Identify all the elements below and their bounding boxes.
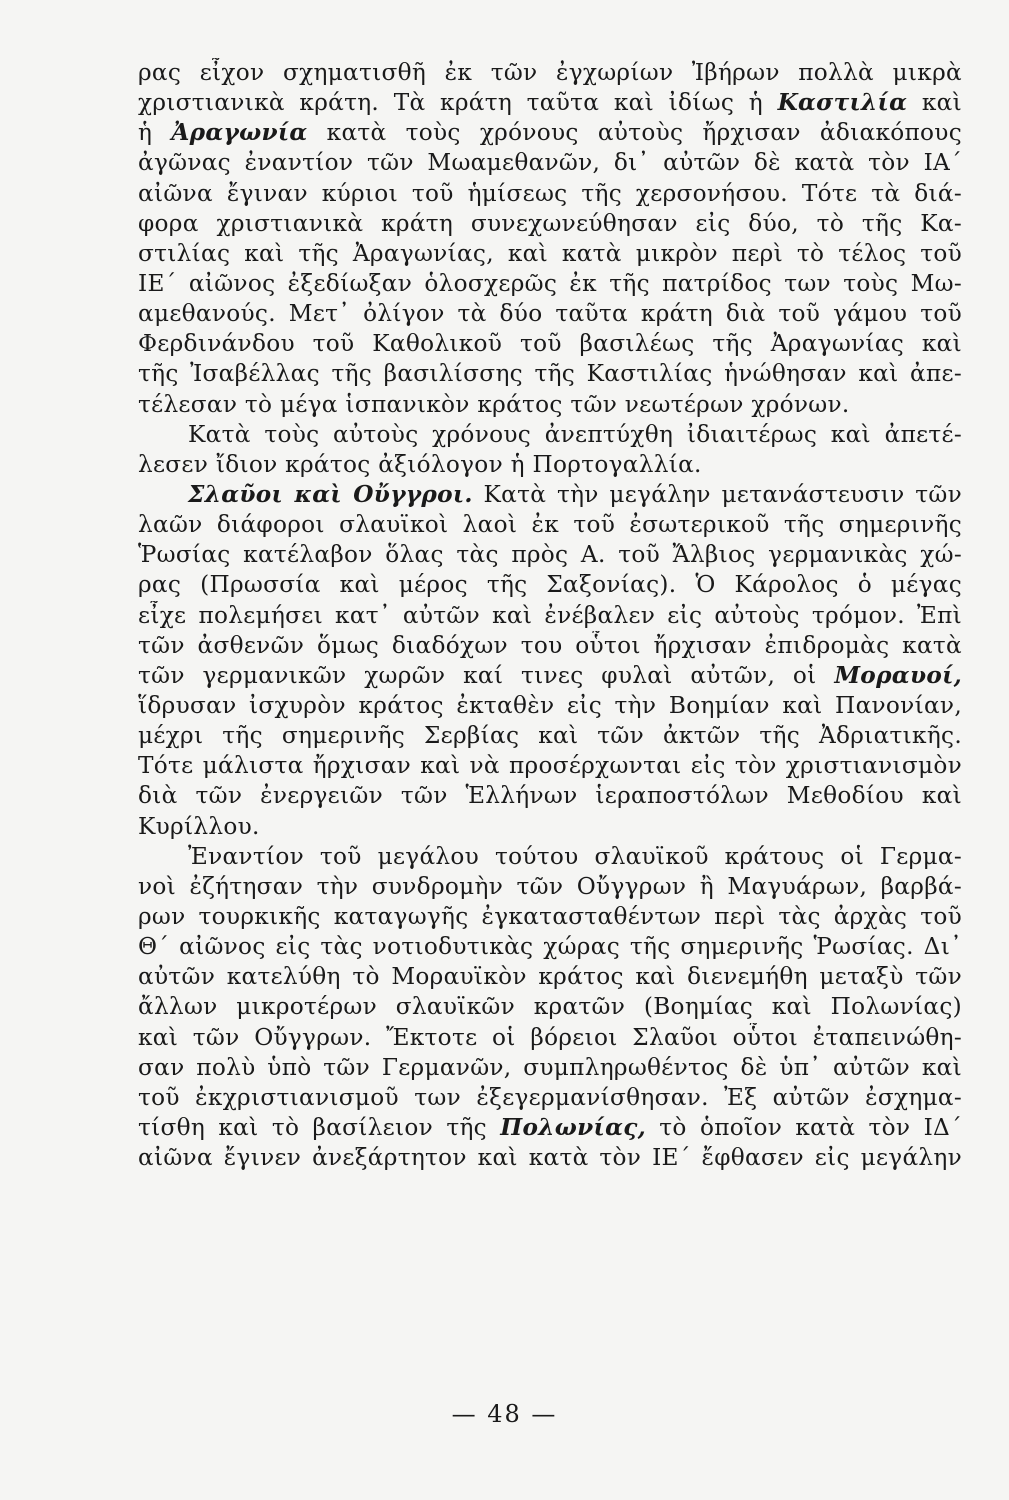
- text-line: τῶν ἀσθενῶν ὅμως διαδόχων του οὗτοι ἤρχισαν ἐπιδρομὰς κατὰ: [138, 631, 962, 659]
- text-line: ρας (Πρωσσία καὶ μέρος τῆς Σαξονίας). Ὁ Κάρολος ὁ μέγας: [138, 571, 962, 599]
- body-text: [138, 58, 962, 1173]
- text-segment: τὸ ὁποῖον κατὰ τὸν ΙΔ´: [646, 1113, 962, 1141]
- emphasized-term: Σλαῦοι καὶ Οὔγγροι.: [188, 480, 473, 508]
- text-line: αμεθανούς. Μετ᾽ ὀλίγον τὰ δύο ταῦτα κράτη διὰ τοῦ γάμου τοῦ: [138, 300, 962, 328]
- text-line: ρας εἶχον σχηματισθῆ ἐκ τῶν ἐγχωρίων Ἰβήρων πολλὰ μικρὰ: [138, 59, 962, 86]
- page-number: — 48 —: [451, 1400, 558, 1428]
- text-line: σαν πολὺ ὑπὸ τῶν Γερμανῶν, συμπληρωθέντος δὲ ὑπ᾽ αὐτῶν καὶ: [138, 1053, 962, 1081]
- text-line: [138, 480, 962, 510]
- text-line: [138, 118, 962, 148]
- text-line: Ῥωσίας κατέλαβον ὅλας τὰς πρὸς Α. τοῦ Ἄλβιος γερμανικὰς χώ-: [138, 541, 962, 569]
- text-line: [138, 88, 962, 118]
- text-line: αἰῶνα ἔγινεν ἀνεξάρτητον καὶ κατὰ τὸν ΙΕ´ ἔφθασεν εἰς μεγάλην: [138, 1144, 962, 1172]
- text-segment: χριστιανικὰ κράτη. Τὰ κράτη ταῦτα καὶ ἰδίως ἡ: [138, 89, 778, 117]
- text-line: ἀγῶνας ἐναντίον τῶν Μωαμεθανῶν, δι᾽ αὐτῶν δὲ κατὰ τὸν ΙΑ´: [138, 149, 962, 177]
- text-segment: καὶ: [907, 89, 962, 117]
- text-line: λεσεν ἴδιον κράτος ἀξιόλογον ἡ Πορτογαλλία.: [138, 450, 702, 478]
- text-line: στιλίας καὶ τῆς Ἀραγωνίας, καὶ κατὰ μικρὸν περὶ τὸ τέλος τοῦ: [138, 239, 962, 267]
- text-segment: ἡ: [138, 119, 172, 147]
- text-line: Θ´ αἰῶνος εἰς τὰς νοτιοδυτικὰς χώρας τῆς σημερινῆς Ῥωσίας. Δι᾽: [138, 933, 962, 961]
- text-segment: τίσθη καὶ τὸ βασίλειον τῆς: [138, 1113, 501, 1141]
- text-line: τοῦ ἐκχριστιανισμοῦ των ἐξεγερμανίσθησαν. Ἐξ αὐτῶν ἐσχημα-: [138, 1083, 962, 1111]
- text-line: ΙΕ´ αἰῶνος ἐξεδίωξαν ὁλοσχερῶς ἐκ τῆς πατρίδος των τοὺς Μω-: [138, 269, 962, 297]
- text-line: Τότε μάλιστα ἤρχισαν καὶ νὰ προσέρχωνται εἰς τὸν χριστιανισμὸν: [138, 752, 962, 780]
- text-line: ρων τουρκικῆς καταγωγῆς ἐγκατασταθέντων περὶ τὰς ἀρχὰς τοῦ: [138, 902, 962, 930]
- text-line: νοὶ ἐζήτησαν τὴν συνδρομὴν τῶν Οὔγγρων ἢ Μαγυάρων, βαρβά-: [138, 872, 962, 900]
- text-line: Ἐναντίον τοῦ μεγάλου τούτου σλαυϊκοῦ κράτους οἱ Γερμα-: [188, 842, 962, 870]
- text-line: Κατὰ τοὺς αὐτοὺς χρόνους ἀνεπτύχθη ἰδιαιτέρως καὶ ἀπετέ-: [188, 420, 962, 448]
- text-line: αἰῶνα ἔγιναν κύριοι τοῦ ἡμίσεως τῆς χερσονήσου. Τότε τὰ διά-: [138, 179, 962, 207]
- text-line: [138, 1113, 962, 1143]
- text-line: Κυρίλλου.: [138, 812, 260, 840]
- text-line: τῆς Ἰσαβέλλας τῆς βασιλίσσης τῆς Καστιλίας ἡνώθησαν καὶ ἀπε-: [138, 360, 962, 388]
- text-line: μέχρι τῆς σημερινῆς Σερβίας καὶ τῶν ἀκτῶν τῆς Ἀδριατικῆς.: [138, 722, 962, 750]
- text-segment: τῶν γερμανικῶν χωρῶν καί τινες φυλαὶ αὐτῶν, οἱ: [138, 661, 835, 689]
- text-line: διὰ τῶν ἐνεργειῶν τῶν Ἑλλήνων ἱεραποστόλων Μεθοδίου καὶ: [138, 782, 962, 810]
- text-line: ἄλλων μικροτέρων σλαυϊκῶν κρατῶν (Βοημίας καὶ Πολωνίας): [138, 993, 962, 1021]
- emphasized-term: Μοραυοί,: [834, 661, 962, 689]
- text-line: Φερδινάνδου τοῦ Καθολικοῦ τοῦ βασιλέως τῆς Ἀραγωνίας καὶ: [138, 330, 962, 358]
- text-line: [138, 661, 962, 691]
- text-line: φορα χριστιανικὰ κράτη συνεχωνεύθησαν εἰς δύο, τὸ τῆς Κα-: [138, 209, 962, 237]
- text-line: ἵδρυσαν ἰσχυρὸν κράτος ἐκταθὲν εἰς τὴν Βοημίαν καὶ Πανονίαν,: [138, 691, 962, 719]
- text-line: καὶ τῶν Οὔγγρων. Ἔκτοτε οἱ βόρειοι Σλαῦοι οὗτοι ἐταπεινώθη-: [138, 1023, 962, 1051]
- emphasized-term: Ἀραγωνία: [171, 119, 308, 147]
- text-line: εἶχε πολεμήσει κατ᾽ αὐτῶν καὶ ἐνέβαλεν εἰς αὐτοὺς τρόμον. Ἐπὶ: [138, 601, 962, 629]
- emphasized-term: Πολωνίας,: [500, 1113, 647, 1141]
- text-segment: κατὰ τοὺς χρόνους αὐτοὺς ἤρχισαν ἀδιακόπους: [307, 119, 962, 147]
- text-segment: Κατὰ τὴν μεγάλην μετανάστευσιν τῶν: [472, 480, 962, 508]
- text-line: λαῶν διάφοροι σλαυϊκοὶ λαοὶ ἐκ τοῦ ἐσωτερικοῦ τῆς σημερινῆς: [138, 511, 962, 539]
- text-line: τέλεσαν τὸ μέγα ἱσπανικὸν κράτος τῶν νεωτέρων χρόνων.: [138, 390, 850, 418]
- text-line: αὐτῶν κατελύθη τὸ Μοραυϊκὸν κράτος καὶ διενεμήθη μεταξὺ τῶν: [138, 963, 962, 991]
- emphasized-term: Καστιλία: [777, 89, 908, 117]
